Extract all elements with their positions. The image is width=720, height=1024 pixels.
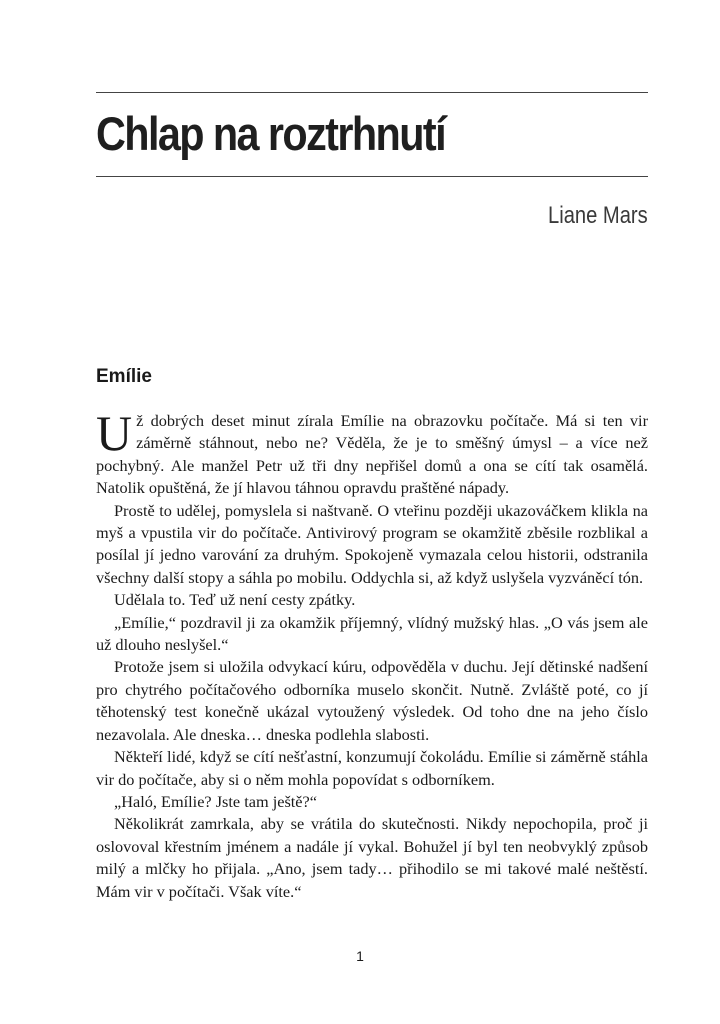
section-heading: Emílie [96,366,152,387]
page-number: 1 [356,948,364,964]
paragraph: Udělala to. Teď už není cesty zpátky. [114,590,356,610]
body-text [96,405,648,903]
paragraph: „Emílie,“ pozdravil ji za okamžik příjemný, vlídný mužský hlas. „O vás jsem ale už dlouho neslyšel.“ [96,612,648,655]
paragraph: „Haló, Emílie? Jste tam ještě?“ [114,791,317,811]
drop-cap: U [96,405,133,461]
paragraph-text: ž dobrých deset minut zírala Emílie na obrazovku počítače. Má si ten vir záměrně stáhnout, nebo ne? Věděla, že je to směšný úmysl – a více než pochybný. Ale manžel Petr už tři dny nepřišel domů a ona se cítí tak osamělá. Natolik opuštěná, že jí hlavou táhnou opravdu praštěné nápady. [96,411,648,498]
title-bottom-rule [96,176,648,177]
paragraph: Několikrát zamrkala, aby se vrátila do skutečnosti. Nikdy nepochopila, proč ji oslovoval křestním jménem a nadále jí vykal. Bohužel jí byl ten neobvyklý způsob milý a mlčky ho přijala. „Ano, jsem tady… přihodilo se mi takové malé neštěstí. Mám vir v počítači. Však víte.“ [96,814,648,901]
paragraph [96,405,648,500]
title-top-rule [96,92,648,93]
author-name: Liane Mars [548,202,648,229]
paragraph: Protože jsem si uložila odvykací kúru, odpověděla v duchu. Její dětinské nadšení pro chytrého počítačového odborníka muselo skončit. Nutně. Zvláště poté, co jí těhotenský test konečně ukázal vytoužený výsledek. Od toho dne na jeho číslo nezavolala. Ale dneska… dneska podlehla slabosti. [96,657,648,744]
paragraph: Někteří lidé, když se cítí nešťastní, konzumují čokoládu. Emílie si záměrně stáhla vir do počítače, aby si o něm mohla popovídat s odborníkem. [96,747,648,789]
page-title: Chlap na roztrhnutí [96,107,446,160]
paragraph: Prostě to udělej, pomyslela si naštvaně. O vteřinu později ukazováčkem klikla na myš a vpustila vir do počítače. Antivirový program se okamžitě zběsile rozblikal a posílal jí jedno varování za druhým. Spokojeně vymazala celou historii, odstranila všechny další stopy a sáhla po mobilu. Oddychla si, až když uslyšela vyzváněcí tón. [96,500,648,587]
